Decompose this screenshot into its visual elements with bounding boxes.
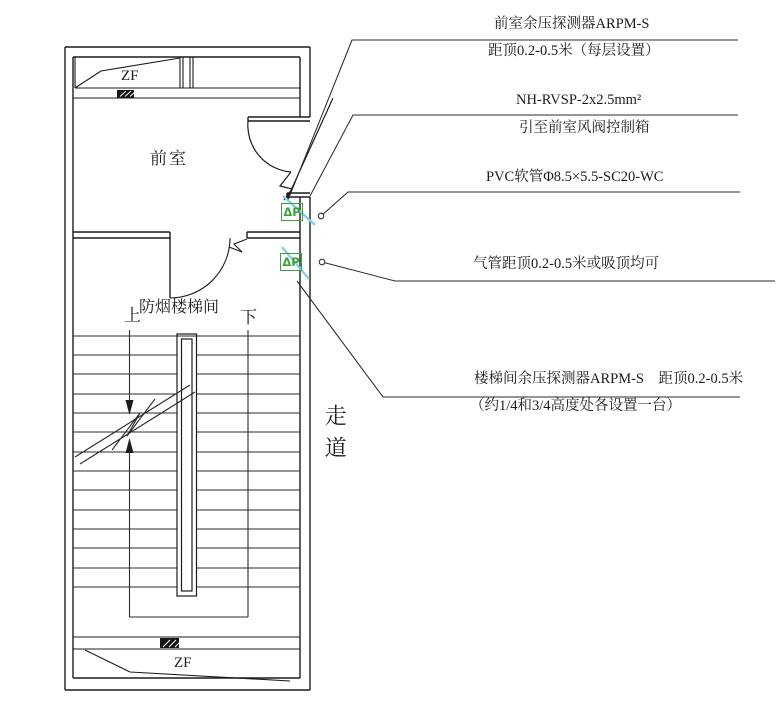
pressure-detector-front-room [281, 203, 303, 221]
corridor-door [248, 98, 333, 200]
pressure-detector-stairwell [280, 253, 302, 271]
stair-divider [177, 334, 197, 596]
callout-front-room-detector-line2: 距顶0.2-0.5米（每层设置） [488, 43, 660, 59]
down-label: 下 [240, 308, 257, 327]
callout-front-room-detector-line1: 前室余压探测器ARPM-S [494, 16, 650, 32]
top-duct [73, 57, 300, 98]
corridor-label: 走道 [322, 404, 348, 468]
callout-stair-detector-line2: （约1/4和3/4高度处各设置一台） [470, 398, 682, 414]
walls [65, 47, 310, 690]
arrow-up-icon [126, 438, 134, 453]
callout-stair-detector-line1: 楼梯间余压探测器ARPM-S 距顶0.2-0.5米 [474, 371, 744, 387]
detector-delta-p-icon: ΔP [282, 255, 300, 269]
direction-lines [126, 330, 249, 617]
leader-terminator [319, 259, 325, 265]
callout-pvc-tube-spec: PVC软管Φ8.5×5.5-SC20-WC [486, 169, 664, 185]
stairwell-label: 防烟楼梯间 [139, 299, 220, 316]
callout-air-tube-position: 气管距顶0.2-0.5米或吸顶均可 [473, 256, 660, 272]
detector-delta-p-icon: ΔP [283, 205, 301, 219]
leader-terminator [318, 213, 324, 219]
callout-cable-spec: NH-RVSP-2x2.5mm² [516, 92, 642, 108]
stair-treads [73, 336, 300, 587]
front-room-label: 前室 [150, 149, 188, 168]
callout-cable-destination: 引至前室风阀控制箱 [519, 120, 650, 136]
fan-label-bottom: ZF [174, 655, 192, 671]
up-label: 上 [124, 306, 141, 325]
fan-label-top: ZF [121, 68, 139, 84]
stairwell-door [170, 238, 247, 298]
